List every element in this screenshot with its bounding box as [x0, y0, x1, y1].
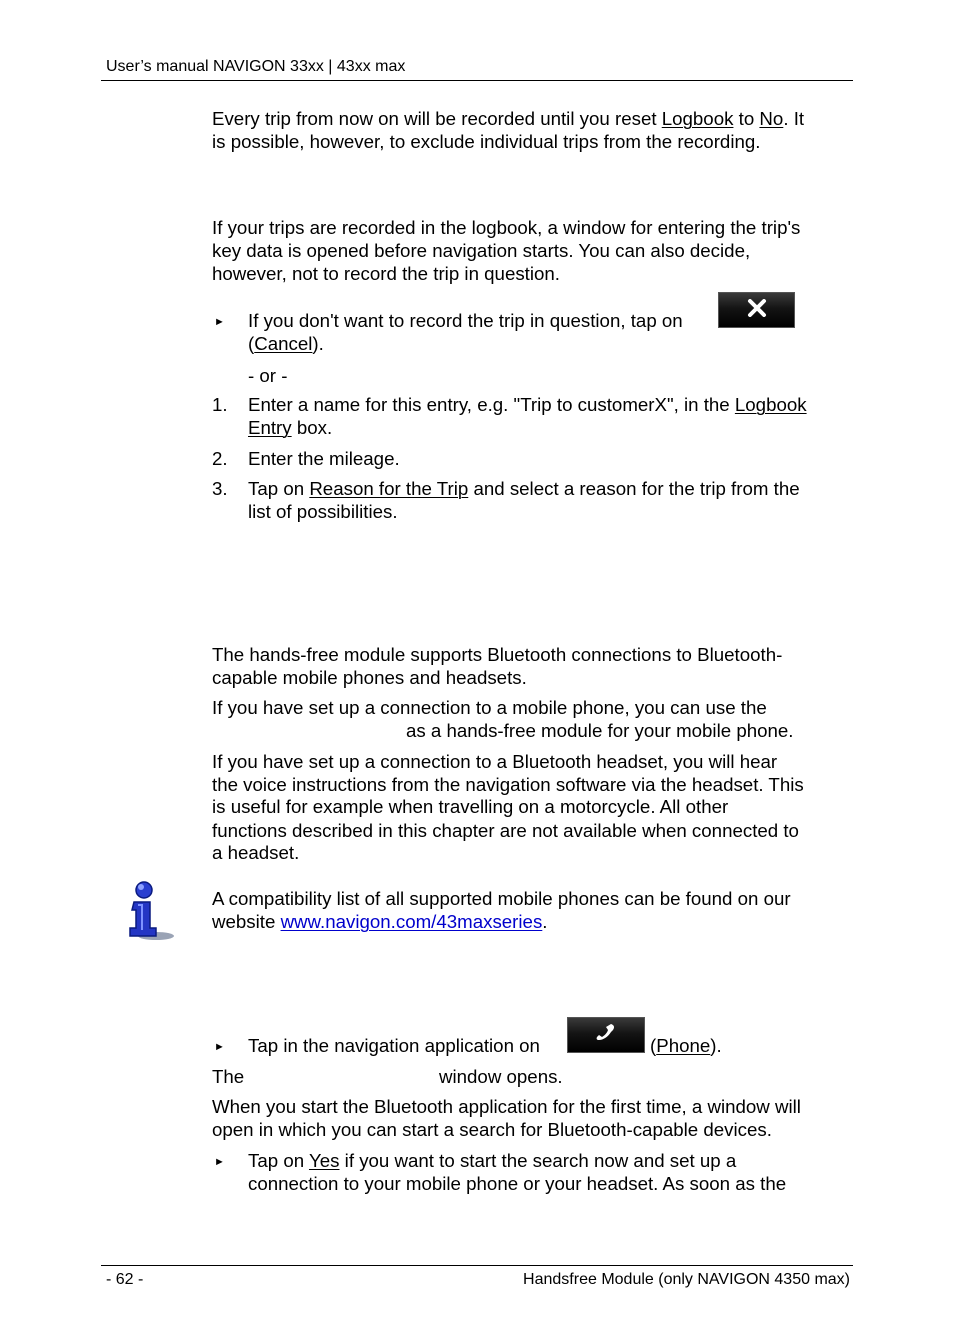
step-yes-line-2: connection to your mobile phone or your headset. As soon as the [248, 1173, 787, 1194]
step-phone-text: Tap in the navigation application on [248, 1035, 540, 1056]
info-line-2: website www.navigon.com/43maxseries. [212, 911, 548, 932]
paragraph-line: as a hands-free module for your mobile phone. [406, 720, 794, 741]
logbook-ref: Logbook [661, 108, 734, 129]
footer-rule [101, 1265, 853, 1266]
paragraph-reset-logbook: Every trip from now on will be recorded until you reset Logbook to No. It [212, 108, 805, 129]
reason-for-trip-ref: Reason for the Trip [309, 478, 469, 499]
paragraph-line: functions described in this chapter are not available when connected to [212, 820, 799, 841]
phone-button-image [567, 1017, 645, 1053]
paragraph-line: however, not to record the trip in question. [212, 263, 560, 284]
info-figure-icon [122, 880, 178, 942]
navigon-website-link[interactable]: www.navigon.com/43maxseries [280, 911, 543, 932]
step-3-line: Tap on Reason for the Trip and select a reason for the trip from the [248, 478, 800, 499]
paragraph-line: capable mobile phones and headsets. [212, 667, 527, 688]
bullet-arrow: ► [214, 1156, 225, 1168]
paragraph-line: is possible, however, to exclude individual trips from the recording. [212, 131, 761, 152]
step-number: 3. [212, 478, 228, 499]
window-line-a: The [212, 1066, 245, 1087]
paragraph-line: If you have set up a connection to a Bluetooth headset, you will hear [212, 751, 778, 772]
paragraph-line: If you have set up a connection to a mobile phone, you can use the [212, 697, 767, 718]
logbook-entry-ref-2: Entry [248, 417, 292, 438]
step-number: 1. [212, 394, 228, 415]
phone-ref: Phone [656, 1035, 711, 1056]
phone-label: (Phone). [650, 1035, 722, 1056]
step-1-line-2: Entry box. [248, 417, 333, 438]
window-line-b: window opens. [439, 1066, 563, 1087]
bullet-arrow: ► [214, 1041, 225, 1053]
or-separator: - or - [248, 365, 288, 386]
paragraph-line: If your trips are recorded in the logbook, a window for entering the trip's [212, 217, 801, 238]
no-ref: No [759, 108, 784, 129]
phone-icon [594, 1022, 618, 1049]
step-number: 2. [212, 448, 228, 469]
step-3-line-2: list of possibilities. [248, 501, 398, 522]
paragraph-line: The hands-free module supports Bluetooth connections to Bluetooth- [212, 644, 783, 665]
paragraph-line: is useful for example when travelling on a motorcycle. All other [212, 796, 729, 817]
step-yes-line: Tap on Yes if you want to start the search now and set up a [248, 1150, 737, 1171]
page-number: - 62 - [106, 1271, 144, 1288]
chapter-title: Handsfree Module (only NAVIGON 4350 max) [523, 1271, 850, 1288]
step-cancel-text: If you don't want to record the trip in question, tap on [248, 310, 683, 331]
bullet-arrow: ► [214, 316, 225, 328]
cancel-button-image [718, 292, 795, 328]
cancel-label-line: (Cancel). [248, 333, 324, 354]
paragraph-line: key data is opened before navigation starts. You can also decide, [212, 240, 751, 261]
info-line: A compatibility list of all supported mobile phones can be found on our [212, 888, 791, 909]
running-header: User’s manual NAVIGON 33xx | 43xx max [106, 58, 406, 75]
step-2-line: Enter the mileage. [248, 448, 400, 469]
paragraph-line: the voice instructions from the navigation software via the headset. This [212, 774, 804, 795]
close-icon [747, 299, 767, 322]
paragraph-line: When you start the Bluetooth application for the first time, a window will [212, 1096, 801, 1117]
paragraph-line: open in which you can start a search for Bluetooth-capable devices. [212, 1119, 772, 1140]
cancel-ref: Cancel [254, 333, 313, 354]
step-1-line: Enter a name for this entry, e.g. "Trip to customerX", in the Logbook [248, 394, 807, 415]
header-rule [101, 80, 853, 81]
logbook-entry-ref: Logbook [734, 394, 807, 415]
paragraph-line: a headset. [212, 842, 300, 863]
yes-ref: Yes [308, 1150, 340, 1171]
